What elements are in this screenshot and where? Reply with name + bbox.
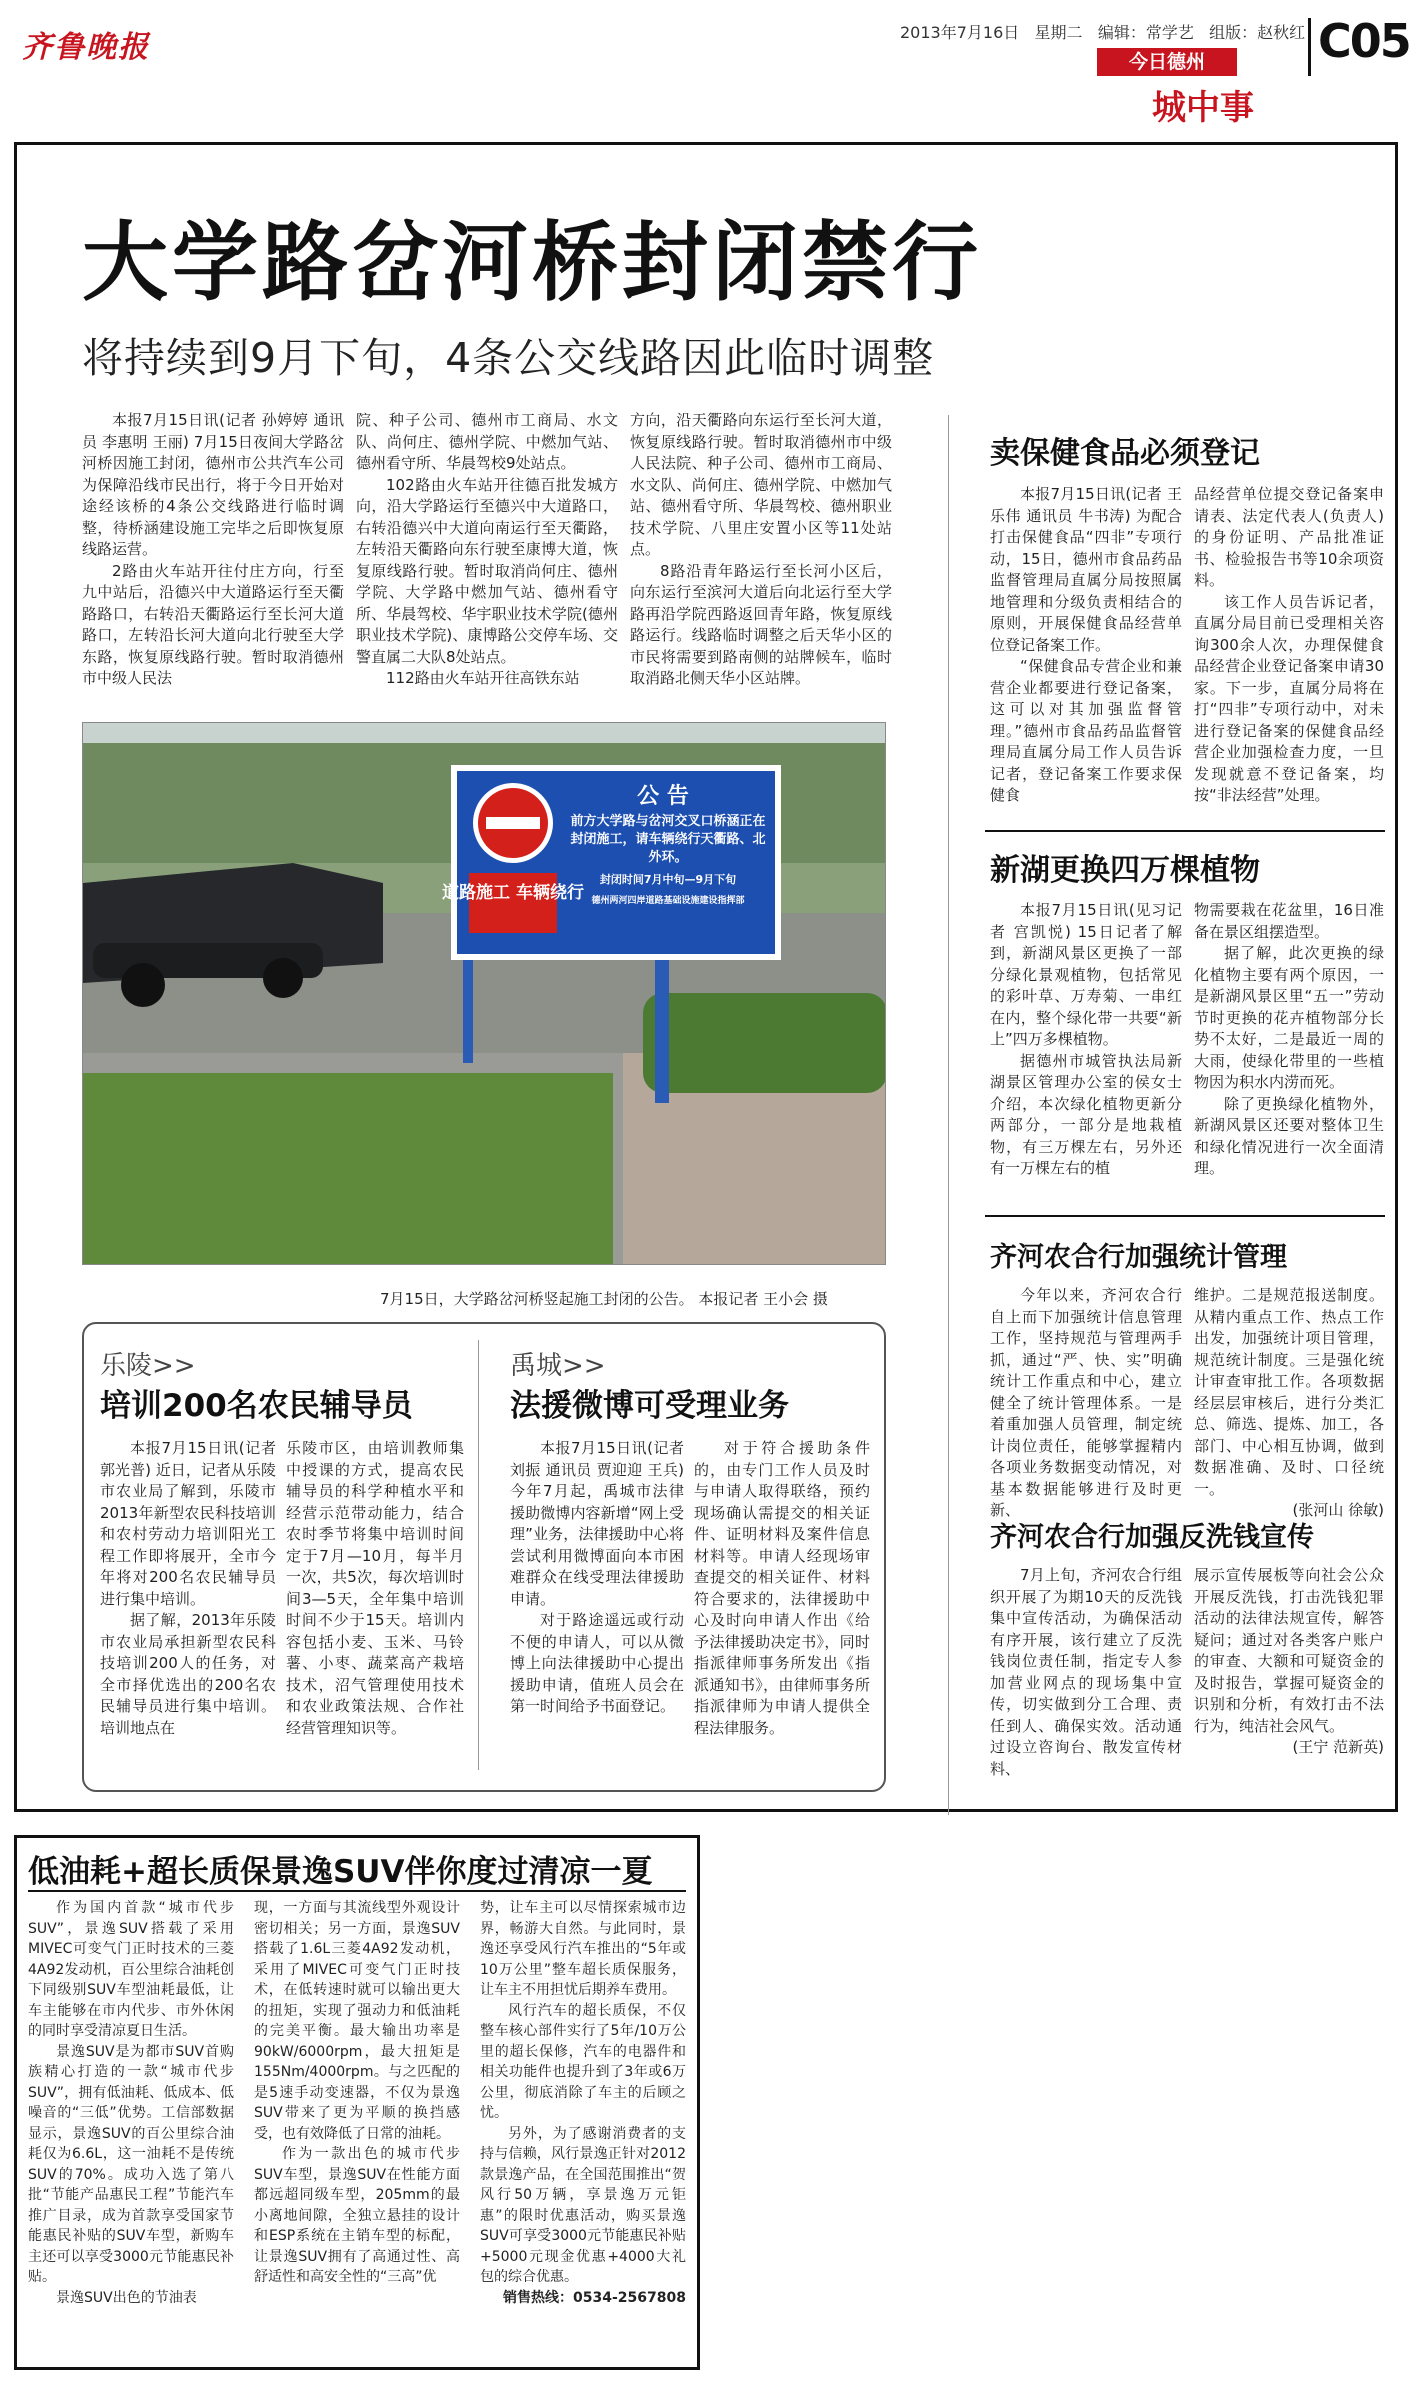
side-article-4-title: 齐河农合行加强反洗钱宣传 bbox=[990, 1522, 1314, 1553]
lead-paragraph: 本报7月15日讯(记者 孙婷婷 通讯员 李惠明 王丽) 7月15日夜间大学路岔河桥因施工封闭，德州市公共汽车公司为保障沿线市民出行，将于今日开始对途经该桥的4条公交线路进行临时调整，待桥涵建设施工完毕之后即恢复原线路运营。 bbox=[82, 411, 344, 558]
side-article-2-title: 新湖更换四万棵植物 bbox=[990, 853, 1260, 888]
article-paragraph: 对于路途遥远或行动不便的申请人，可以从微博上向法律援助中心提出援助申请，值班人员会在第一时间给予书面登记。 bbox=[510, 1611, 684, 1715]
article-paragraph: 本报7月15日讯(记者 刘振 通讯员 贾迎迎 王兵) 今年7月起，禹城市法律援助微博内容新增“网上受理”业务，法律援助中心将尝试利用微博面向本市困难群众在线受理法律援助申请。 bbox=[510, 1439, 684, 1608]
column-divider bbox=[948, 415, 949, 1815]
side-article-2-right bbox=[1194, 900, 1384, 1180]
sales-hotline: 销售热线：0534-2567808 bbox=[503, 2289, 686, 2306]
article-paragraph: 现，一方面与其流线型外观设计密切相关；另一方面，景逸SUV搭载了1.6L三菱4A92发动机，采用了MIVEC可变气门正时技术，在低转速时就可以输出更大的扭矩，实现了强动力和低油耗的完美平衡。最大输出功率是90kW/6000rpm，最大扭矩是155Nm/4000rpm。与之匹配的是5速手动变速器，不仅为景逸SUV带来了更为平顺的换挡感受，也有效降低了日常的油耗。 bbox=[254, 1900, 460, 2142]
article-paragraph: 乐陵市区，由培训教师集中授课的方式，提高农民辅导员的科学种植水平和经营示范带动能力，结合农时季节将集中培训时间定于7月—10月，每半月一次，共5次，每次培训时间3—5天，全年集中培训时间不少于15天。培训内容包括小麦、玉米、马铃薯、小枣、蔬菜高产栽培技术，沼气管理使用技术和农业政策法规、合作社经营管理知识等。 bbox=[286, 1439, 464, 1737]
county-2-left bbox=[510, 1438, 684, 1718]
article-paragraph: 风行汽车的超长质保，不仅整车核心部件实行了5年/10万公里的超长保修，汽车的电器件和相关功能件也提升到了3年或6万公里，彻底消除了车主的后顾之忧。 bbox=[480, 2002, 686, 2121]
article-paragraph: 据了解，2013年乐陵市农业局承担新型农民科技培训200人的任务，对全市择优选出的200名农民辅导员进行集中培训。培训地点在 bbox=[100, 1611, 276, 1737]
news-photo bbox=[82, 722, 886, 1265]
header-divider bbox=[1308, 18, 1311, 76]
sign-side-text: 道路施工 车辆绕行 bbox=[442, 883, 584, 903]
header-meta bbox=[900, 20, 1305, 43]
advertorial-column-3 bbox=[480, 1898, 686, 2308]
county-1-left bbox=[100, 1438, 276, 1739]
article-paragraph: 本报7月15日讯(记者 王乐伟 通讯员 牛书涛) 为配合打击保健食品“四非”专项行动，15日，德州市食品药品监督管理局直属分局按照属地管理和分级负责相结合的原则，开展保健食品经营单位登记备案工作。 bbox=[990, 485, 1182, 654]
side-article-2-left bbox=[990, 900, 1182, 1180]
article-paragraph: 维护。二是规范报送制度。从精内重点工作、热点工作出发，加强统计项目管理，规范统计制度。三是强化统计审查审批工作。各项数据经层层审核后，进行分类汇总、筛选、提炼、加工，各部门、中心相互协调，做到数据准确、及时、口径统一。 bbox=[1194, 1286, 1384, 1498]
article-paragraph: 作为一款出色的城市代步SUV车型，景逸SUV在性能方面都远超同级车型，205mm的最小离地间隙，全独立悬挂的设计和ESP系统在主销车型的标配，让景逸SUV拥有了高通过性、高舒适性和高安全性的“三高”优 bbox=[254, 2146, 460, 2285]
article-paragraph: 据了解，此次更换的绿化植物主要有两个原因，一是新湖风景区里“五一”劳动节时更换的花卉植物部分长势不太好，二是最近一周的大雨，使绿化带里的一些植物因为积水内涝而死。 bbox=[1194, 944, 1384, 1091]
side-article-3-left bbox=[990, 1285, 1182, 1522]
article-paragraph: 本报7月15日讯(记者 郭光普) 近日，记者从乐陵市农业局了解到，乐陵市2013年新型农民科技培训和农村劳动力培训阳光工程工作即将展开，全市今年将对200名农民辅导员进行集中培训。 bbox=[100, 1439, 276, 1608]
article-paragraph: 除了更换绿化植物外，新湖风景区还要对整体卫生和绿化情况进行一次全面清理。 bbox=[1194, 1094, 1384, 1177]
lead-column-1 bbox=[82, 410, 344, 690]
subheadline: 将持续到9月下旬，4条公交线路因此临时调整 bbox=[82, 334, 935, 382]
lead-paragraph: 8路沿青年路运行至长河小区后，向东运行至滨河大道后向北运行至大学路再沿学院西路返回青年路，恢复原线路运行。线路临时调整之后天华小区的市民将需要到路南侧的站牌候车，临时取消路北侧天华小区站牌。 bbox=[630, 561, 892, 687]
headline: 大学路岔河桥封闭禁行 bbox=[82, 213, 982, 313]
issue-date: 2013年7月16日 bbox=[900, 23, 1020, 42]
side-article-3-right bbox=[1194, 1285, 1384, 1522]
side-article-4-right bbox=[1194, 1565, 1384, 1759]
lead-paragraph: 院、种子公司、德州市工商局、水文队、尚何庄、德州学院、中燃加气站、德州看守所、华晨驾校9处站点。 bbox=[356, 411, 618, 472]
article-paragraph: 品经营单位提交登记备案申请表、法定代表人(负责人)的身份证明、产品批准证书、检验报告书等10余项资料。 bbox=[1194, 485, 1384, 589]
side-article-1-right bbox=[1194, 484, 1384, 807]
article-byline: (张河山 徐敏) bbox=[1292, 1501, 1384, 1519]
article-paragraph: 势，让车主可以尽情探索城市边界，畅游大自然。与此同时，景逸还享受风行汽车推出的“5年或10万公里”整车超长质保服务，让车主不用担忧后期养车费用。 bbox=[480, 1900, 686, 1998]
section-rule bbox=[985, 1215, 1385, 1217]
county-2-region: 禹城>> bbox=[510, 1351, 606, 1381]
page-code: C05 bbox=[1318, 14, 1410, 68]
section-rule bbox=[985, 830, 1385, 832]
article-paragraph: 对于符合援助条件的，由专门工作人员及时与申请人取得联络，预约现场确认需提交的相关证件、证明材料及案件信息材料等。申请人经现场审查提交的相关证件、材料符合要求的，法律援助中心及时向申请人作出《给予法律援助决定书》，同时指派律师事务所发出《指派通知书》，由律师事务所指派律师为申请人提供全程法律服务。 bbox=[694, 1439, 870, 1737]
lead-paragraph: 112路由火车站开往高铁东站 bbox=[386, 669, 580, 687]
lead-paragraph: 2路由火车站开往付庄方向，行至九中站后，沿德兴中大道路运行至天衢路路口，右转沿天衢路运行至长河大道路口，左转沿长河大道向北行驶至大学东路，恢复原线路行驶。暂时取消德州市中级人民法 bbox=[82, 561, 344, 687]
photo-caption: 7月15日，大学路岔河桥竖起施工封闭的公告。 本报记者 王小会 摄 bbox=[380, 1290, 828, 1308]
article-paragraph: 展示宣传展板等向社会公众开展反洗钱，打击洗钱犯罪活动的法律法规宣传，解答疑问；通过对各类客户账户的审查、大额和可疑资金的及时报告，掌握可疑资金的识别和分析，有效打击不法行为，纯洁社会风气。 bbox=[1194, 1566, 1384, 1735]
side-article-1-left bbox=[990, 484, 1182, 807]
article-byline: (王宁 范新英) bbox=[1292, 1738, 1384, 1756]
issue-weekday: 星期二 bbox=[1034, 23, 1083, 42]
article-paragraph: 另外，为了感谢消费者的支持与信赖，风行景逸正针对2012款景逸产品，在全国范围推出“贺风行50万辆，享景逸万元钜惠”的限时优惠活动，购买景逸SUV可享受3000元节能惠民补贴+5000元现金优惠+4000大礼包的综合优惠。 bbox=[480, 2125, 686, 2285]
advertorial-column-1 bbox=[28, 1898, 234, 2308]
section-name: 城中事 bbox=[1152, 88, 1254, 128]
advertorial-rule bbox=[28, 1890, 686, 1892]
article-paragraph: 物需要栽在花盆里，16日准备在景区组摆造型。 bbox=[1194, 901, 1384, 941]
advertorial-column-2 bbox=[254, 1898, 460, 2288]
sign-time: 封闭时间7月中旬—9月下旬 bbox=[599, 873, 737, 886]
side-article-4-left bbox=[990, 1565, 1182, 1780]
county-divider bbox=[478, 1340, 479, 1770]
newspaper-logo: 齐鲁晚报 bbox=[22, 30, 150, 65]
sign-title: 公 告 bbox=[637, 784, 689, 809]
article-paragraph: 7月上旬，齐河农合行组织开展了为期10天的反洗钱集中宣传活动，为确保活动有序开展，该行建立了反洗钱岗位责任制，指定专人参加营业网点的现场集中宣传，切实做到分工合理、责任到人、确保实效。活动通过设立咨询台、散发宣传材料、 bbox=[990, 1566, 1182, 1778]
article-paragraph: 今年以来，齐河农合行自上而下加强统计信息管理工作，坚持规范与管理两手抓，通过“严、快、实”明确统计工作重点和中心，建立健全了统计管理体系。一是着重加强人员管理，制定统计岗位责任，能够掌握精内各项业务数据变动情况，对基本数据能够进行及时更新、 bbox=[990, 1286, 1182, 1519]
article-paragraph: 本报7月15日讯(见习记者 宫凯悦) 15日记者了解到，新湖风景区更换了一部分绿化景观植物，包括常见的彩叶草、万寿菊、一串红在内，整个绿化带一共要“新上”四万多棵植物。 bbox=[990, 901, 1182, 1048]
lead-column-3 bbox=[630, 410, 892, 690]
lead-paragraph: 102路由火车站开往德百批发城方向，沿大学路运行至德兴中大道路口，右转沿德兴中大道向南运行至天衢路，左转沿天衢路向东行驶至康博大道，恢复原线路行驶。暂时取消尚何庄、德州学院、大学路中燃加气站、德州看守所、华晨驾校、华宇职业技术学院(德州职业技术学院)、康博路公交停车场、交警直属二大队8处站点。 bbox=[356, 475, 618, 666]
sign-org: 德州两河四岸道路基础设施建设指挥部 bbox=[591, 896, 745, 906]
section-tag: 今日德州 bbox=[1097, 48, 1237, 76]
article-paragraph: 作为国内首款“城市代步SUV”，景逸SUV搭载了采用MIVEC可变气门正时技术的三菱4A92发动机，百公里综合油耗创下同级别SUV车型油耗最低，让车主能够在市内代步、市外休闲的同时享受清凉夏日生活。 bbox=[28, 1900, 234, 2039]
article-paragraph: 景逸SUV是为都市SUV首购族精心打造的一款“城市代步SUV”，拥有低油耗、低成本、低噪音的“三低”优势。工信部数据显示，景逸SUV的百公里综合油耗仅为6.6L，这一油耗不是传统SUV的70%。成功入选了第八批“节能产品惠民工程”节能汽车推广目录，成为首款享受国家节能惠民补贴的SUV车型，新购车主还可以享受3000元节能惠民补贴。 bbox=[28, 2043, 234, 2285]
article-paragraph: 该工作人员告诉记者，直属分局目前已受理相关咨询300余人次，办理保健食品经营企业登记备案申请30家。下一步，直属分局将在打“四非”专项行动中，对未进行登记备案的保健食品经营企业加强检查力度，一旦发现就意不登记备案，均按“非法经营”处理。 bbox=[1194, 592, 1384, 804]
side-article-1-title: 卖保健食品必须登记 bbox=[990, 436, 1260, 471]
county-1-right bbox=[286, 1438, 464, 1739]
county-1-region: 乐陵>> bbox=[100, 1351, 196, 1381]
article-paragraph: 景逸SUV出色的节油表 bbox=[56, 2289, 197, 2306]
article-paragraph: 据德州市城管执法局新湖景区管理办公室的侯女士介绍，本次绿化植物更新分两部分，一部分是地栽植物，有三万棵左右，另外还有一万棵左右的植 bbox=[990, 1051, 1182, 1177]
layout-editor: 组版：赵秋红 bbox=[1209, 23, 1306, 42]
lead-paragraph: 方向，沿天衢路向东运行至长河大道，恢复原线路行驶。暂时取消德州市中级人民法院、种子公司、德州市工商局、水文队、尚何庄、德州学院、中燃加气站、德州看守所、华晨驾校、德州职业技术学院、八里庄安置小区等11处站点。 bbox=[630, 411, 892, 558]
county-1-title: 培训200名农民辅导员 bbox=[100, 1388, 413, 1424]
photo-illustration bbox=[83, 723, 886, 1265]
editor: 编辑：常学艺 bbox=[1097, 23, 1194, 42]
lead-column-2 bbox=[356, 410, 618, 690]
side-article-3-title: 齐河农合行加强统计管理 bbox=[990, 1242, 1287, 1273]
advertorial-title: 低油耗+超长质保景逸SUV伴你度过清凉一夏 bbox=[28, 1854, 653, 1890]
county-2-title: 法援微博可受理业务 bbox=[510, 1388, 789, 1424]
county-2-right bbox=[694, 1438, 870, 1739]
article-paragraph: “保健食品专营企业和兼营企业都要进行登记备案，这可以对其加强监督管理。”德州市食品药品监督管理局直属分局工作人员告诉记者，登记备案工作要求保健食 bbox=[990, 657, 1182, 804]
sign-text: 前方大学路与岔河交叉口桥涵正在封闭施工，请车辆绕行天衢路、北外环。 bbox=[570, 814, 766, 865]
